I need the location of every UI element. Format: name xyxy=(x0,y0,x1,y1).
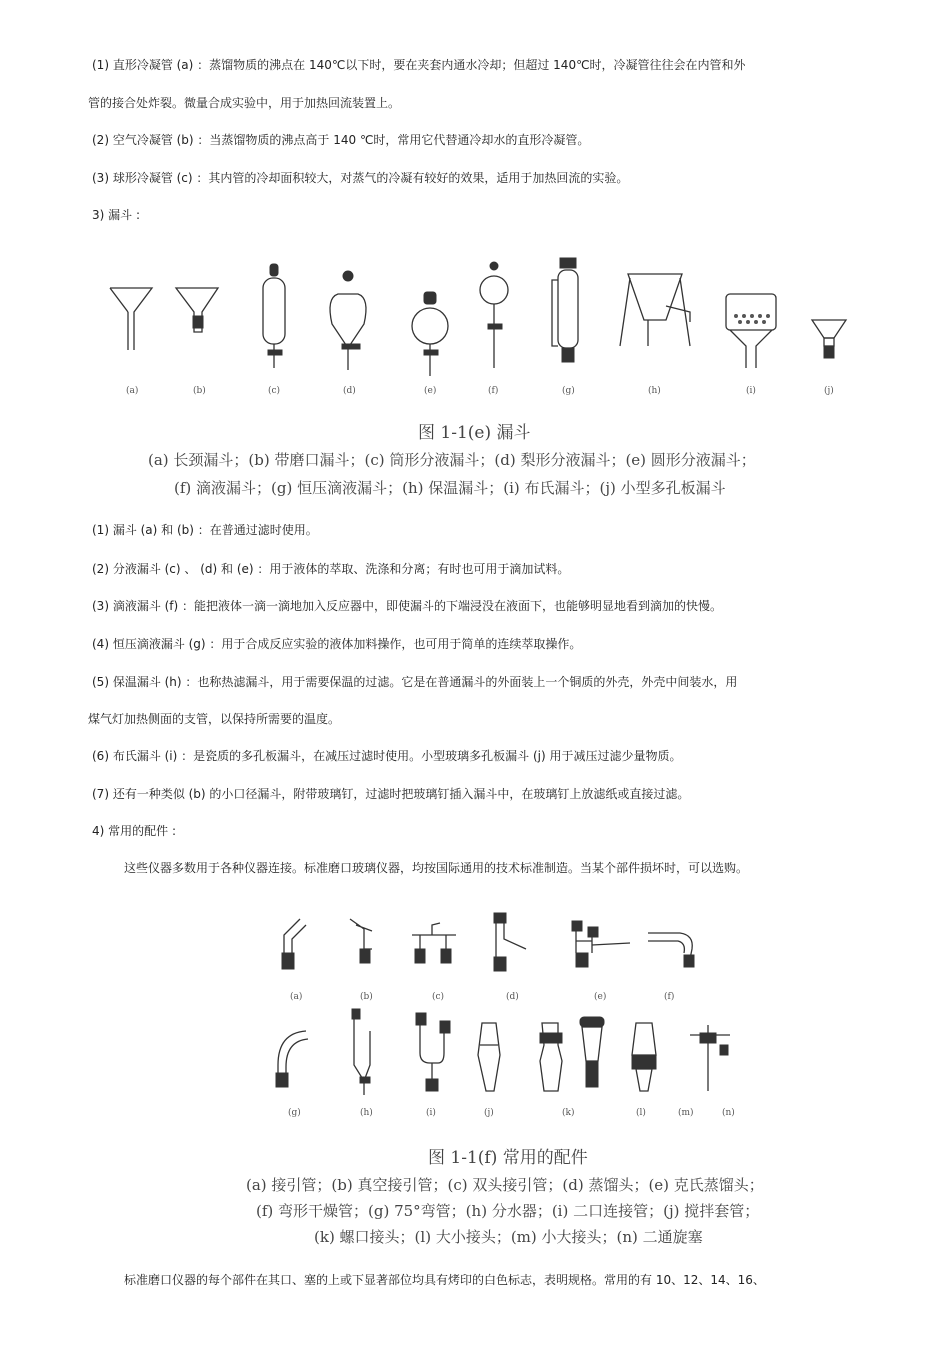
fitting-label-i: (i) xyxy=(426,1108,436,1118)
funnel-caption-line1: (a) 长颈漏斗；(b) 带磨口漏斗；(c) 筒形分液漏斗；(d) 梨形分液漏斗；(e) 圆形分液漏斗； xyxy=(148,451,756,469)
fitting-e-illustration xyxy=(572,921,630,967)
fittings-caption-line2: (f) 弯形干燥管；(g) 75°弯管；(h) 分水器；(i) 二口连接管；(j) 搅拌套管； xyxy=(256,1202,760,1220)
funnel-caption-line2: (f) 滴液漏斗；(g) 恒压滴液漏斗；(h) 保温漏斗；(i) 布氏漏斗；(j) 小型多孔板漏斗 xyxy=(174,479,726,497)
fitting-b-illustration xyxy=(350,919,372,963)
funnel-label-d: (d) xyxy=(343,386,356,396)
funnel-c-illustration xyxy=(263,264,285,368)
fitting-label-e: (e) xyxy=(594,992,607,1002)
funnel-label-c: (c) xyxy=(268,386,281,396)
fitting-i-illustration xyxy=(416,1013,450,1091)
heading-funnels: 3) 漏斗 : xyxy=(92,208,140,222)
funnel-label-i: (i) xyxy=(746,386,756,396)
paragraph-small-funnel: (7) 还有一种类似 (b) 的小口径漏斗，附带玻璃钉，过滤时把玻璃钉插入漏斗中，在玻璃钉上放滤纸或直接过滤。 xyxy=(92,787,690,801)
paragraph-ground-joint-marks: 标准磨口仪器的每个部件在其口、塞的上或下显著部位均具有烤印的白色标志，表明规格。常用的有 10、12、14、16、 xyxy=(124,1273,765,1287)
paragraph-funnel-ab: (1) 漏斗 (a) 和 (b) ：在普通过滤时使用。 xyxy=(92,523,318,537)
funnel-f-illustration xyxy=(480,262,508,368)
funnel-label-e: (e) xyxy=(424,386,437,396)
paragraph-separatory-funnel: (2) 分液漏斗 (c) 、 (d) 和 (e) ：用于液体的萃取、洗涤和分离；有时也可用于滴加试料。 xyxy=(92,562,570,576)
funnel-a-illustration xyxy=(110,288,152,350)
funnel-figure-title: 图 1-1(e) 漏斗 xyxy=(418,423,531,443)
fitting-label-d: (d) xyxy=(506,992,519,1002)
fittings-caption-line1: (a) 接引管；(b) 真空接引管；(c) 双头接引管；(d) 蒸馏头；(e) 克氏蒸馏头； xyxy=(246,1176,764,1194)
fitting-c-illustration xyxy=(412,923,456,963)
fitting-label-a: (a) xyxy=(290,992,303,1002)
fitting-label-l: (l) xyxy=(636,1108,646,1118)
funnel-j-illustration xyxy=(812,320,846,358)
paragraph-air-condenser: (2) 空气冷凝管 (b) ：当蒸馏物质的沸点高于 140 ℃时，常用它代替通冷却水的直形冷凝管。 xyxy=(92,133,590,147)
paragraph-buchner-funnel: (6) 布氏漏斗 (i) ：是瓷质的多孔板漏斗，在减压过滤时使用。小型玻璃多孔板漏斗 (j) 用于减压过滤少量物质。 xyxy=(92,749,682,763)
funnel-d-illustration xyxy=(330,271,366,370)
paragraph-straight-condenser: (1) 直形冷凝管 (a) ：蒸馏物质的沸点在 140℃以下时，要在夹套内通水冷却；但超过 140℃时，冷凝管往往会在内管和外 xyxy=(92,58,746,72)
paragraph-bulb-condenser: (3) 球形冷凝管 (c) ：其内管的冷却面积较大，对蒸气的冷凝有较好的效果，适用于加热回流的实验。 xyxy=(92,171,629,185)
paragraph-pressure-funnel: (4) 恒压滴液漏斗 (g) ：用于合成反应实验的液体加料操作，也可用于简单的连续萃取操作。 xyxy=(92,637,582,651)
fitting-f-illustration xyxy=(648,933,694,967)
fitting-label-j: (j) xyxy=(484,1108,494,1118)
fitting-a-illustration xyxy=(282,919,306,969)
fitting-k-illustration xyxy=(540,1023,562,1091)
fitting-label-g: (g) xyxy=(288,1108,301,1118)
funnel-label-h: (h) xyxy=(648,386,661,396)
funnel-h-illustration xyxy=(620,274,690,346)
fitting-n-illustration xyxy=(690,1025,730,1091)
paragraph-hot-funnel: (5) 保温漏斗 (h) ：也称热滤漏斗，用于需要保温的过滤。它是在普通漏斗的外面装上一个铜质的外壳，外壳中间装水，用 xyxy=(92,675,738,689)
fittings-caption-line3: (k) 螺口接头；(l) 大小接头；(m) 小大接头；(n) 二通旋塞 xyxy=(314,1228,703,1246)
fitting-label-n: (n) xyxy=(722,1108,735,1118)
fitting-label-c: (c) xyxy=(432,992,445,1002)
fitting-d-illustration xyxy=(494,913,526,971)
funnel-label-b: (b) xyxy=(193,386,206,396)
funnel-label-a: (a) xyxy=(126,386,139,396)
funnel-i-illustration xyxy=(726,294,776,368)
paragraph-dropping-funnel: (3) 滴液漏斗 (f) ：能把液体一滴一滴地加入反应器中，即使漏斗的下端浸没在液面下，也能够明显地看到滴加的快慢。 xyxy=(92,599,723,613)
paragraph-fittings-intro: 这些仪器多数用于各种仪器连接。标准磨口玻璃仪器，均按国际通用的技术标准制造。当某个部件损坏时，可以选购。 xyxy=(124,861,749,875)
heading-fittings: 4) 常用的配件 : xyxy=(92,824,176,838)
fitting-label-k: (k) xyxy=(562,1108,575,1118)
funnel-label-g: (g) xyxy=(562,386,575,396)
fitting-j-illustration xyxy=(478,1023,500,1091)
fitting-h-illustration xyxy=(352,1009,370,1095)
funnel-label-j: (j) xyxy=(824,386,834,396)
fittings-figure-title: 图 1-1(f) 常用的配件 xyxy=(428,1148,588,1168)
paragraph-straight-condenser-cont: 管的接合处炸裂。微量合成实验中，用于加热回流装置上。 xyxy=(88,96,401,110)
paragraph-hot-funnel-cont: 煤气灯加热侧面的支管，以保持所需要的温度。 xyxy=(88,712,341,726)
fitting-label-f: (f) xyxy=(664,992,675,1002)
funnel-label-f: (f) xyxy=(488,386,499,396)
funnel-e-illustration xyxy=(412,292,448,376)
fitting-label-h: (h) xyxy=(360,1108,373,1118)
funnel-g-illustration xyxy=(552,258,578,362)
fitting-label-b: (b) xyxy=(360,992,373,1002)
fitting-g-illustration xyxy=(276,1031,308,1087)
fitting-label-m: (m) xyxy=(678,1108,694,1118)
fitting-m-illustration xyxy=(632,1023,656,1091)
funnel-figure xyxy=(100,250,850,400)
funnel-b-illustration xyxy=(176,288,218,332)
fitting-l-illustration xyxy=(580,1017,604,1087)
fittings-figure xyxy=(260,905,780,1135)
